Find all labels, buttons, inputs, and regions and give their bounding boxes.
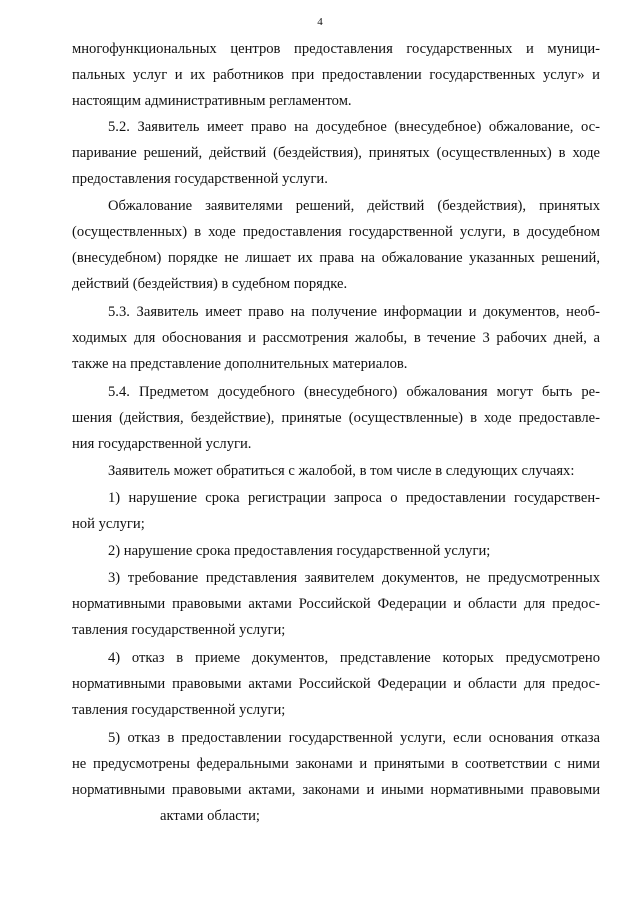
text-line: ной услуги; <box>72 516 145 532</box>
page-number: 4 <box>317 16 323 28</box>
text-line: предоставления государственной услуги. <box>72 171 328 187</box>
text-line: 3) требование представления заявителем документов, не предусмотренных <box>108 570 600 586</box>
text-line: действий (бездействия) в судебном порядке. <box>72 276 348 292</box>
text-line: настоящим административным регламентом. <box>72 93 352 109</box>
text-line: также на представление дополнительных материалов. <box>72 356 408 372</box>
text-line: нормативными правовыми актами, законами и иными нормативными правовыми <box>72 782 600 798</box>
text-line: шения (действия, бездействие), принятые (осуществленные) в ходе предоставле- <box>72 410 600 426</box>
text-line: 5) отказ в предоставлении государственной услуги, если основания отказа <box>108 730 600 746</box>
text-line: паривание решений, действий (бездействия), принятых (осуществленных) в ходе <box>72 145 600 161</box>
text-line: 2) нарушение срока предоставления государственной услуги; <box>108 543 491 559</box>
text-line: многофункциональных центров предоставления государственных и муници- <box>72 41 600 57</box>
text-line: тавления государственной услуги; <box>72 622 286 638</box>
text-line: нормативными правовыми актами Российской Федерации и области для предос- <box>72 676 600 692</box>
text-line: 4) отказ в приеме документов, представление которых предусмотрено <box>108 650 600 666</box>
text-line: нормативными правовыми актами Российской Федерации и области для предос- <box>72 596 600 612</box>
text-line: 5.2. Заявитель имеет право на досудебное (внесудебное) обжалование, ос- <box>108 119 600 135</box>
text-line: 1) нарушение срока регистрации запроса о предоставлении государствен- <box>108 490 600 506</box>
text-line: ния государственной услуги. <box>72 436 252 452</box>
text-line: Обжалование заявителями решений, действий (бездействия), принятых <box>108 198 600 214</box>
text-line: 5.4. Предметом досудебного (внесудебного) обжалования могут быть ре- <box>108 384 600 400</box>
text-line: ходимых для обоснования и рассмотрения жалобы, в течение 3 рабочих дней, а <box>72 330 600 346</box>
text-line: (внесудебном) порядке не лишает их права на обжалование указанных решений, <box>72 250 600 266</box>
text-line: не предусмотрены федеральными законами и принятыми в соответствии с ними <box>72 756 600 772</box>
text-line: пальных услуг и их работников при предоставлении государственных услуг» и <box>72 67 600 83</box>
text-line: Заявитель может обратиться с жалобой, в том числе в следующих случаях: <box>108 463 575 479</box>
text-line: тавления государственной услуги; <box>72 702 286 718</box>
text-line: 5.3. Заявитель имеет право на получение информации и документов, необ- <box>108 304 600 320</box>
text-line: актами области; <box>160 808 260 824</box>
text-line: (осуществленных) в ходе предоставления государственной услуги, в досудебном <box>72 224 600 240</box>
